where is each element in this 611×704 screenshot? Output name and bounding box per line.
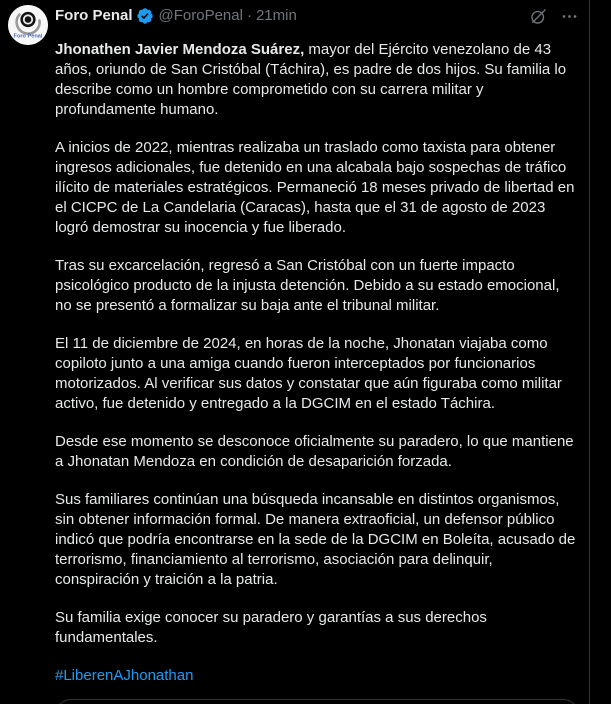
tweet-lead-name: Jhonathen Javier Mendoza Suárez, xyxy=(55,41,305,58)
tweet-paragraph: Desde ese momento se desconoce oficialmente su paradero, lo que mantiene a Jhonatan Mendoza en condición de desaparición forzada. xyxy=(55,433,574,470)
foro-penal-logo-icon xyxy=(8,5,48,45)
display-name[interactable]: Foro Penal xyxy=(55,7,133,24)
tweet-content xyxy=(55,5,579,704)
user-handle[interactable]: @ForoPenal xyxy=(158,7,243,24)
timestamp[interactable]: 21min xyxy=(255,7,297,24)
avatar[interactable] xyxy=(8,5,48,45)
tweet-paragraph: A inicios de 2022, mientras realizaba un traslado como taxista para obtener ingresos adicionales, fue detenido en una alcabala bajo sospechas de tráfico ilícito de materiales estratégicos. Permaneció 18 meses privado de libertad en el CICPC de La Candelaria (Caracas), hasta que el 31 de agosto de 2023 logró demostrar su inocencia y fue liberado. xyxy=(55,139,575,236)
hashtag-paragraph xyxy=(55,666,579,686)
tweet-paragraph: El 11 de diciembre de 2024, en horas de la noche, Jhonatan viajaba como copiloto junto a una amiga cuando fueron interceptados por funcionarios motorizados. Al verificar sus datos y constatar que aún figuraba como militar activo, fue detenido y entregado a la DGCIM en el estado Táchira. xyxy=(55,335,562,412)
hashtag-link[interactable]: #LiberenAJhonathan xyxy=(55,667,194,684)
media-card[interactable] xyxy=(55,699,579,704)
tweet-paragraph: Tras su excarcelación, regresó a San Cristóbal con un fuerte impacto psicológico producto de la injusta detención. Debido a su estado emocional, no se presentó a formalizar su baja ante el tribunal militar. xyxy=(55,257,560,314)
timestamp-separator: · xyxy=(246,7,252,24)
tweet-paragraph: Su familia exige conocer su paradero y garantías a sus derechos fundamentales. xyxy=(55,609,487,646)
tweet-paragraph xyxy=(55,40,579,120)
tweet-lead-rest: mayor del Ejército venezolano de 43 años, oriundo de San Cristóbal (Táchira), es padre de dos hijos. Su familia lo describe como un hombre comprometido con su carrera militar y profundamente humano. xyxy=(55,41,567,118)
verified-badge-icon xyxy=(136,7,154,25)
tweet-header xyxy=(55,5,579,27)
tweet-body xyxy=(55,40,579,686)
tweet-paragraph: Sus familiares continúan una búsqueda incansable en distintos organismos, sin obtener información formal. De manera extraoficial, un defensor público indicó que podría encontrarse en la sede de la DGCIM en Boleíta, acusado de terrorismo, financiamiento al terrorismo, asociación para delinquir, conspiración y traición a la patria. xyxy=(55,491,576,588)
grok-icon[interactable] xyxy=(529,7,548,26)
tweet-header-actions xyxy=(529,7,579,26)
avatar-column xyxy=(8,5,48,704)
more-icon[interactable] xyxy=(560,7,579,26)
tweet-paragraphs xyxy=(55,138,579,648)
svg-text:Foro Penal: Foro Penal xyxy=(13,33,43,40)
